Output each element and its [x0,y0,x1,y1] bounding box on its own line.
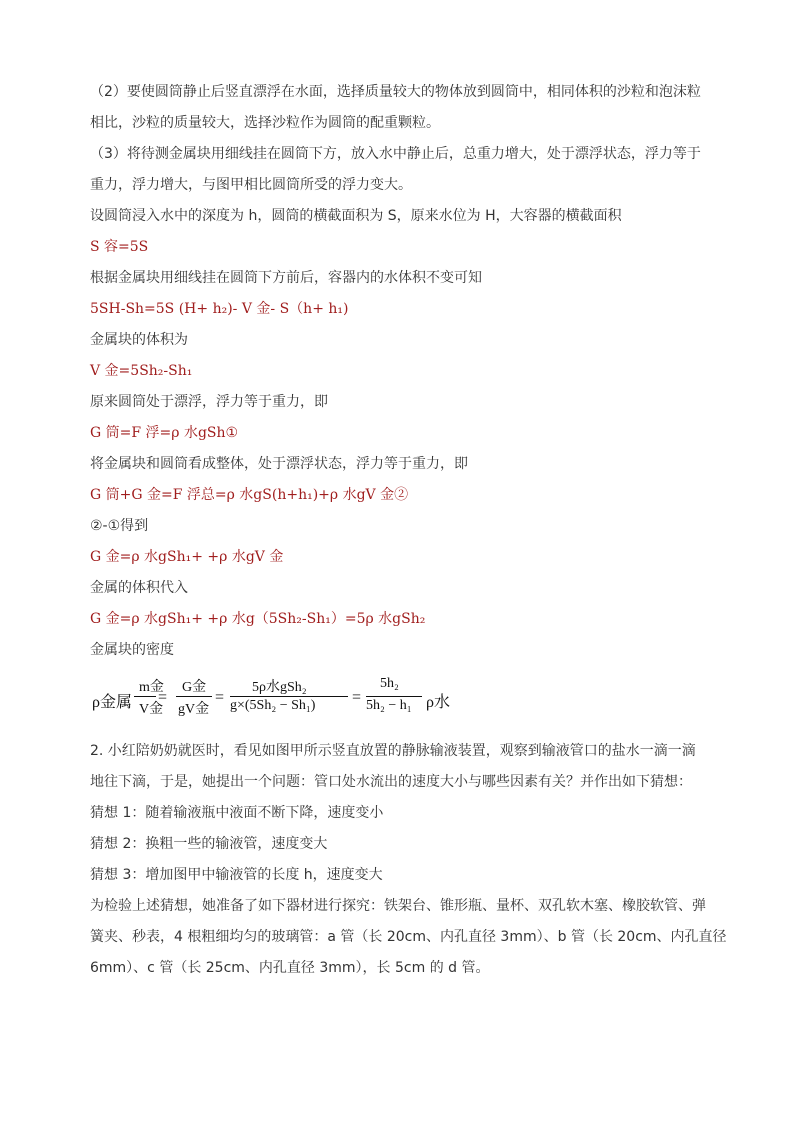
text-line: 猜想 2：换粗一些的输液管，速度变大 [90,836,328,852]
fraction-denominator: gV金 [178,702,210,717]
text-line: 6mm）、c 管（长 25cm、内孔直径 3mm），长 5cm 的 d 管。 [90,960,490,976]
text-line: 2. 小红陪奶奶就医时，看见如图甲所示竖直放置的静脉输液装置，观察到输液管口的盐水一滴一滴 [90,743,696,759]
text-line: 簧夹、秒表，4 根粗细均匀的玻璃管：a 管（长 20cm、内孔直径 3mm）、b 管（长 20cm、内孔直径 [90,929,727,945]
fraction-bar [134,696,156,697]
text-line: 金属块的体积为 [90,332,188,348]
text-line: 将金属块和圆筒看成整体，处于漂浮状态，浮力等于重力，即 [90,456,468,472]
formula-line: G 金=ρ 水gSh₁+ +ρ 水g（5Sh₂-Sh₁）=5ρ 水gSh₂ [90,611,426,627]
formula-line: 5SH-Sh=5S (H+ h₂)- V 金- S（h+ h₁) [90,301,349,317]
formula-line: G 筒=F 浮=ρ 水gSh① [90,425,239,441]
fraction-denominator: 5h₂ − h₁ [366,698,412,713]
fraction-bar [176,696,212,697]
formula-line: S 容=5S [90,239,149,255]
fraction-bar [230,696,348,697]
text-line: （2）要使圆筒静止后竖直漂浮在水面，选择质量较大的物体放到圆筒中，相同体积的沙粒和泡沫粒 [90,84,701,100]
formula-line: G 筒+G 金=F 浮总=ρ 水gS(h+h₁)+ρ 水gV 金② [90,487,409,503]
fraction-numerator: 5ρ水gSh₂ [252,680,307,695]
formula-equals: = [158,689,168,706]
fraction-bar [366,696,422,697]
text-line: 金属的体积代入 [90,580,188,596]
text-line: 相比，沙粒的质量较大，选择沙粒作为圆筒的配重颗粒。 [90,115,440,131]
text-line: 金属块的密度 [90,642,174,658]
text-line: 猜想 3：增加图甲中输液管的长度 h，速度变大 [90,867,383,883]
formula-rho-water: ρ水 [426,694,450,711]
formula-rho: ρ金属 [92,694,132,711]
text-line: 地往下滴，于是，她提出一个问题：管口处水流出的速度大小与哪些因素有关？并作出如下猜想： [90,774,692,790]
text-line: ②-①得到 [90,518,149,534]
formula-line: G 金=ρ 水gSh₁+ +ρ 水gV 金 [90,549,284,565]
fraction-numerator: G金 [182,680,207,695]
text-line: （3）将待测金属块用细线挂在圆筒下方，放入水中静止后，总重力增大，处于漂浮状态，浮力等于 [90,146,701,162]
fraction-denominator: V金 [139,702,164,717]
formula-equals: = [352,689,362,706]
text-line: 为检验上述猜想，她准备了如下器材进行探究：铁架台、锥形瓶、量杯、双孔软木塞、橡胶软管、弹 [90,898,706,914]
text-line: 重力，浮力增大，与图甲相比圆筒所受的浮力变大。 [90,177,412,193]
formula-line: V 金=5Sh₂-Sh₁ [90,363,193,379]
text-line: 原来圆筒处于漂浮，浮力等于重力，即 [90,394,328,410]
fraction-numerator: 5h₂ [380,676,399,691]
text-line: 根据金属块用细线挂在圆筒下方前后，容器内的水体积不变可知 [90,270,482,286]
fraction-numerator: m金 [139,680,164,695]
formula-equals: = [215,689,225,706]
fraction-denominator: g×(5Sh₂ − Sh₁) [230,698,316,713]
text-line: 猜想 1：随着输液瓶中液面不断下降，速度变小 [90,805,384,821]
text-line: 设圆筒浸入水中的深度为 h，圆筒的横截面积为 S，原来水位为 H，大容器的横截面积 [90,208,622,224]
